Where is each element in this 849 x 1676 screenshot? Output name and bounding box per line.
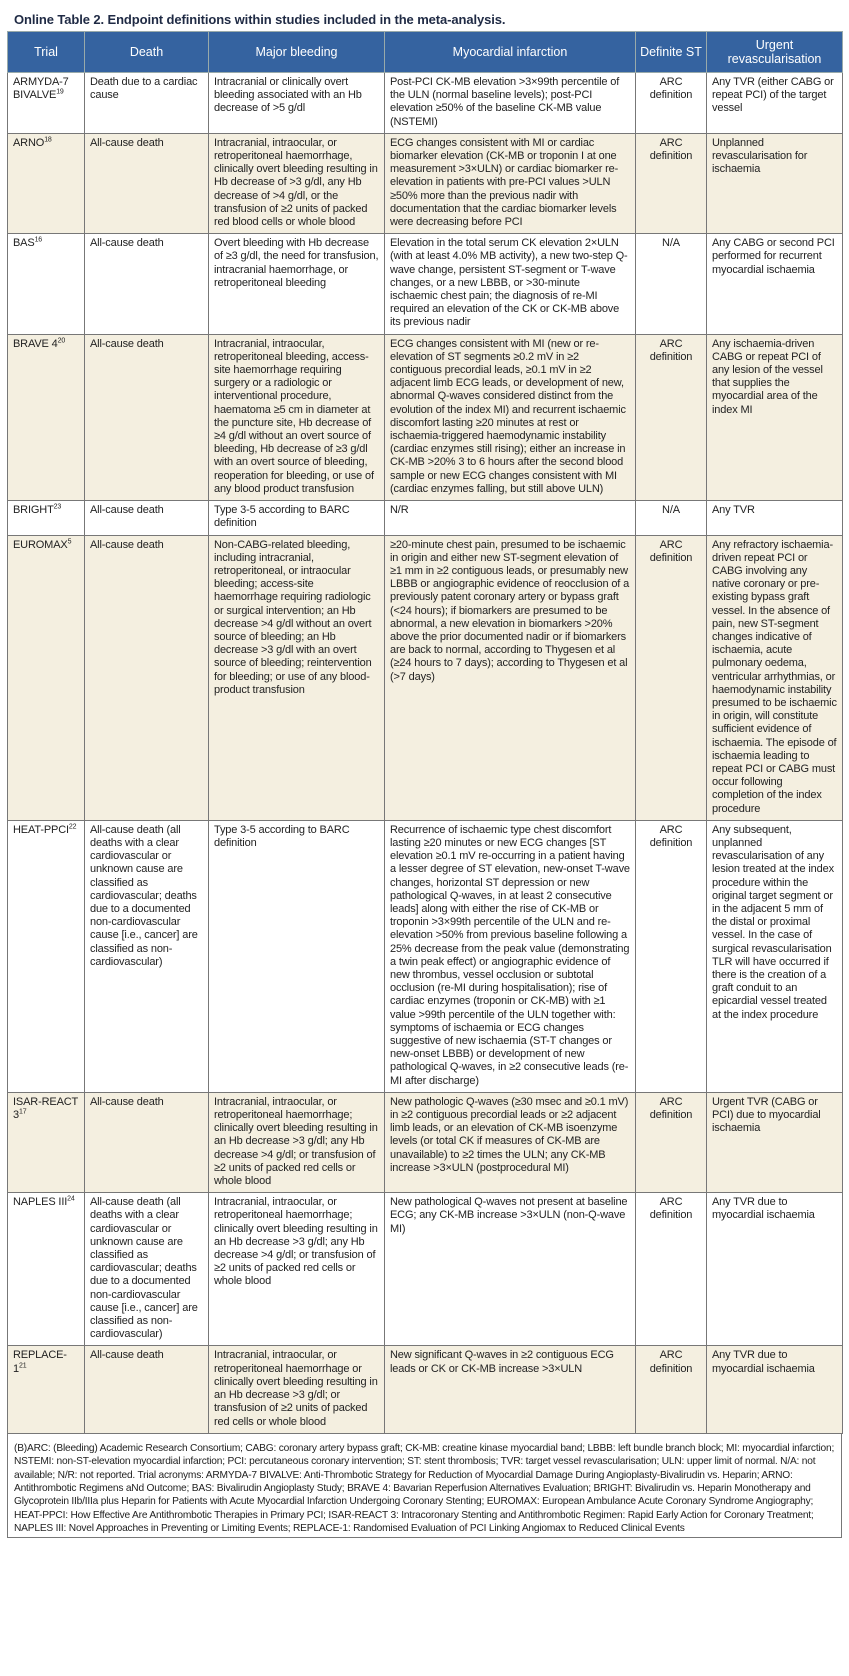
table-row (8, 820, 843, 1092)
trial-name: BRIGHT (13, 504, 54, 517)
cell-definite-st: ARC definition (636, 1193, 707, 1346)
column-header-major-bleeding: Major bleeding (209, 32, 385, 73)
column-header-death: Death (85, 32, 209, 73)
column-header-urgent-revascularisation: Urgent revascularisation (707, 32, 843, 73)
cell-definite-st: N/A (636, 501, 707, 535)
cell-major-bleeding: Type 3-5 according to BARC definition (209, 820, 385, 1092)
page (7, 9, 842, 1538)
column-header-trial: Trial (8, 32, 85, 73)
cell-myocardial-infarction: ≥20-minute chest pain, presumed to be ischaemic in origin and either new ST-segment elevation of ≥1 mm in ≥2 contiguous leads, or presumably new LBBB or angiographic evidence of reocclusion of a previously patent coronary artery or bypass graft (<24 hours); if biomarkers are presumed to be abnormal, a new elevation in biomarkers >20% above the prior documented nadir or if biomarkers are back to normal, according to Thygesen et al (≥24 hours to 7 days); according to Thygesen et al (>7 days) (385, 535, 636, 820)
cell-trial (8, 1193, 85, 1346)
cell-urgent-revascularisation: Any refractory ischaemia-driven repeat PCI or CABG involving any native coronary or pre-existing bypass graft vessel. In the absence of pain, new ST-segment changes indicative of ischaemia, acute pulmonary oedema, ventricular arrhythmias, or haemodynamic instability presumed to be ischaemic in origin, will constitute sufficient evidence of ischaemia. The episode of ischaemia leading to repeat PCI or CABG must occur following completion of the index procedure (707, 535, 843, 820)
cell-major-bleeding: Intracranial, intraocular, or retroperitoneal haemorrhage, clinically overt bleeding resulting in Hb decrease of >3 g/dl, any Hb decrease of >4 g/dl, or the transfusion of ≥2 units of packed red blood cells or whole blood (209, 133, 385, 233)
cell-myocardial-infarction: ECG changes consistent with MI (new or re-elevation of ST segments ≥0.2 mV in ≥2 contiguous precordial leads, ≥0.1 mV in ≥2 adjacent limb ECG leads, or development of new, abnormal Q-waves considered distinct from the evolution of the index MI) and recurrent ischaemic discomfort lasting ≥20 minutes at rest or ischaemia-triggered haemodynamic instability (cardiac enzymes still rising); either an increase in CK-MB >20% 3 to 6 hours after the second blood sample or new ECG changes consistent with MI (cardiac enzymes falling, but still above ULN) (385, 334, 636, 500)
cell-death: All-cause death (85, 1346, 209, 1433)
cell-trial (8, 334, 85, 500)
cell-trial (8, 1346, 85, 1433)
table-row (8, 334, 843, 500)
cell-major-bleeding: Type 3-5 according to BARC definition (209, 501, 385, 535)
trial-name: BRAVE 4 (13, 337, 58, 350)
cell-death: All-cause death (85, 133, 209, 233)
cell-urgent-revascularisation: Any TVR (707, 501, 843, 535)
trial-reference: 24 (67, 1195, 75, 1203)
trial-name: NAPLES III (13, 1196, 68, 1209)
trial-reference: 23 (53, 503, 62, 511)
cell-major-bleeding: Intracranial, intraocular, retroperitoneal bleeding, access-site haemorrhage requiring surgery or a radiologic or interventional procedure, haematoma ≥5 cm in diameter at the puncture site, Hb decrease of ≥4 g/dl without an overt source of bleeding, Hb decrease of ≥3 g/dl with an overt source of bleeding, reoperation for bleeding, or use of any blood product transfusion (209, 334, 385, 500)
cell-urgent-revascularisation: Any TVR due to myocardial ischaemia (707, 1346, 843, 1433)
cell-definite-st: ARC definition (636, 334, 707, 500)
trial-reference: 20 (57, 337, 66, 344)
cell-definite-st: ARC definition (636, 820, 707, 1092)
trial-reference: 18 (44, 136, 52, 144)
cell-myocardial-infarction: New pathological Q-waves not present at baseline ECG; any CK-MB increase >3×ULN (non-Q-wave MI) (385, 1193, 636, 1346)
table-row (8, 501, 843, 535)
cell-definite-st: ARC definition (636, 535, 707, 820)
cell-definite-st: ARC definition (636, 133, 707, 233)
trial-reference: 5 (67, 537, 72, 545)
cell-trial (8, 1092, 85, 1192)
cell-urgent-revascularisation: Any TVR due to myocardial ischaemia (707, 1193, 843, 1346)
cell-trial (8, 820, 85, 1092)
cell-major-bleeding: Intracranial, intraocular, or retroperitoneal haemorrhage; clinically overt bleeding resulting in an Hb decrease >3 g/dl; any Hb decrease >4 g/dl; or transfusion of ≥2 units of packed red cells or whole blood (209, 1193, 385, 1346)
cell-death: All-cause death (85, 535, 209, 820)
cell-trial (8, 501, 85, 535)
cell-trial (8, 73, 85, 134)
table-title: Online Table 2. Endpoint definitions within studies included in the meta-analysis. (14, 12, 506, 27)
trial-name: REPLACE-1 (13, 1349, 67, 1375)
cell-urgent-revascularisation: Any TVR (either CABG or repeat PCI) of the target vessel (707, 73, 843, 134)
trial-name: ARNO (13, 136, 45, 149)
trial-reference: 21 (18, 1362, 27, 1370)
cell-myocardial-infarction: Elevation in the total serum CK elevation 2×ULN (with at least 4.0% MB activity), a new two-step Q-wave change, persistent ST-segment or T-wave changes, or a new LBBB, or >30-minute ischaemic chest pain; the diagnosis of re-MI required an elevation of the CK or CK-MB above its previous nadir (385, 234, 636, 334)
trial-reference: 22 (68, 823, 77, 831)
endpoint-definitions-table (7, 31, 843, 1434)
cell-death: All-cause death (all deaths with a clear cardiovascular or unknown cause are classified as cardiovascular; deaths due to a documented non-cardiovascular cause [i.e., cancer] are classified as non-cardiovascular) (85, 1193, 209, 1346)
trial-reference: 17 (18, 1108, 27, 1116)
trial-name: ISAR-REACT 3 (13, 1095, 78, 1122)
cell-major-bleeding: Non-CABG-related bleeding, including intracranial, retroperitoneal, or intraocular bleeding; access-site haemorrhage requiring radiologic or surgical intervention; an Hb decrease >4 g/dl without an overt source of bleeding; an Hb decrease >3 g/dl with an overt source of bleeding; reintervention for bleeding; or use of any blood-product transfusion (209, 535, 385, 820)
cell-urgent-revascularisation: Any subsequent, unplanned revascularisation of any lesion treated at the index procedure within the original target segment or in the adjacent 5 mm of the distal or proximal vessel. In the case of surgical revascularisation TLR will have occurred if there is the creation of a graft conduit to an epicardial vessel treated at the index procedure (707, 820, 843, 1092)
column-header-definite-st: Definite ST (636, 32, 707, 73)
table-footnote: (B)ARC: (Bleeding) Academic Research Consortium; CABG: coronary artery bypass graft; CK-MB: creatine kinase myocardial band; LBBB: left bundle branch block; MI: myocardial infarction; NSTEMI: non-ST-elevation myocardial infarction; PCI: percutaneous coronary intervention; ST: stent thrombosis; TVR: target vessel revascularisation; ULN: upper limit of normal. N/A: not available; N/R: not reported. Trial acronyms: ARMYDA-7 BIVALVE: Anti-Thrombotic Strategy for Reduction of Myocardial Damage During Angioplasty-Bivalirudin vs. Heparin; ARNO: Antithrombotic Regimens aNd Outcome; BAS: Bivalirudin Angioplasty Study; BRAVE 4: Bavarian Reperfusion Alternatives Evaluation; BRIGHT: Bivalirudin vs. Heparin Monotherapy and Glycoprotein IIb/IIIa plus Heparin for Patients with Acute Myocardial Infarction Undergoing Coronary Stenting; EUROMAX: European Ambulance Acute Coronary Syndrome Angiography; HEAT-PPCI: How Effective Are Antithrombotic Therapies in Primary PCI; ISAR-REACT 3: Intracoronary Stenting and Antithrombotic Regimen: Rapid Early Action for Coronary Treatment; NAPLES III: Novel Approaches in Preventing or Limiting Events; REPLACE-1: Randomised Evaluation of PCI Linking Angiomax to Reduced Clinical Events (7, 1434, 842, 1538)
table-row (8, 535, 843, 820)
cell-death: All-cause death (85, 334, 209, 500)
cell-major-bleeding: Intracranial, intraocular, or retroperitoneal haemorrhage; clinically overt bleeding resulting in an Hb decrease >3 g/dl; any Hb decrease >4 g/dl; or transfusion of ≥2 units of packed red cells or whole blood (209, 1092, 385, 1192)
table-row (8, 1193, 843, 1346)
table-row (8, 234, 843, 334)
cell-definite-st: ARC definition (636, 1092, 707, 1192)
cell-definite-st: ARC definition (636, 1346, 707, 1433)
cell-death: All-cause death (all deaths with a clear cardiovascular or unknown cause are classified as cardiovascular; deaths due to a documented non-cardiovascular cause [i.e., cancer] are classified as non-cardiovascular) (85, 820, 209, 1092)
cell-urgent-revascularisation: Any CABG or second PCI performed for recurrent myocardial ischaemia (707, 234, 843, 334)
cell-myocardial-infarction: Post-PCI CK-MB elevation >3×99th percentile of the ULN (normal baseline levels); post-PCI elevation ≥50% of the baseline CK-MB value (NSTEMI) (385, 73, 636, 134)
cell-myocardial-infarction: ECG changes consistent with MI or cardiac biomarker elevation (CK-MB or troponin I at one measurement >3×ULN) or cardiac biomarker re-elevation in patients with pre-PCI values >ULN ≥50% more than the previous nadir with documentation that the cardiac biomarker levels were decreasing before PCI (385, 133, 636, 233)
cell-urgent-revascularisation: Any ischaemia-driven CABG or repeat PCI of any lesion of the vessel that supplies the myocardial area of the index MI (707, 334, 843, 500)
cell-death: Death due to a cardiac cause (85, 73, 209, 134)
cell-urgent-revascularisation: Urgent TVR (CABG or PCI) due to myocardial ischaemia (707, 1092, 843, 1192)
header-row (8, 32, 843, 73)
cell-major-bleeding: Overt bleeding with Hb decrease of ≥3 g/dl, the need for transfusion, intracranial haemorrhage, or retroperitoneal bleeding (209, 234, 385, 334)
table-row (8, 73, 843, 134)
table-row (8, 1092, 843, 1192)
cell-death: All-cause death (85, 1092, 209, 1192)
cell-myocardial-infarction: Recurrence of ischaemic type chest discomfort lasting ≥20 minutes or new ECG changes [ST elevation ≥0.1 mV re-occurring in a patient having a lesser degree of ST elevation, new-onset T-wave changes, horizontal ST depression or new pathological Q-waves, in at least 2 consecutive leads] along with either the rise of CK-MB or troponin >3×99th percentile of the ULN and re-elevation >50% from previous baseline following a 25% decrease from the peak value (demonstrating a twin peak effect) or angiographic evidence of new thrombus, vessel occlusion or subtotal occlusion (re-MI during hospitalisation); rise of cardiac enzymes (troponin or CK-MB) with ≥1 value >99th percentile of the ULN together with: symptoms of ischaemia or ECG changes suggestive of new ischaemia (ST-T changes or new-onset LBBB) or development of new pathological Q-waves, in ≥2 consecutive leads (re-MI after discharge) (385, 820, 636, 1092)
cell-major-bleeding: Intracranial, intraocular, or retroperitoneal haemorrhage or clinically overt bleeding resulting in an Hb decrease >3 g/dl; or transfusion of ≥2 units of packed red cells or whole blood (209, 1346, 385, 1433)
cell-trial (8, 535, 85, 820)
trial-name: ARMYDA-7 BIVALVE (13, 76, 69, 102)
cell-definite-st: ARC definition (636, 73, 707, 134)
trial-name: BAS (13, 237, 35, 250)
table-row (8, 133, 843, 233)
cell-myocardial-infarction: New significant Q-waves in ≥2 contiguous ECG leads or CK or CK-MB increase >3×ULN (385, 1346, 636, 1433)
trial-reference: 16 (34, 236, 43, 244)
trial-name: HEAT-PPCI (13, 823, 69, 836)
cell-myocardial-infarction: New pathologic Q-waves (≥30 msec and ≥0.1 mV) in ≥2 contiguous precordial leads or ≥2 adjacent limb leads, or an elevation of CK-MB isoenzyme levels (or total CK if measures of CK-MB are unavailable) to ≥2 times the ULN; any CK-MB increase >3×ULN (postprocedural MI) (385, 1092, 636, 1192)
cell-urgent-revascularisation: Unplanned revascularisation for ischaemia (707, 133, 843, 233)
cell-death: All-cause death (85, 234, 209, 334)
cell-major-bleeding: Intracranial or clinically overt bleeding associated with an Hb decrease of >5 g/dl (209, 73, 385, 134)
cell-trial (8, 133, 85, 233)
trial-name: EUROMAX (13, 538, 68, 551)
cell-myocardial-infarction: N/R (385, 501, 636, 535)
trial-reference: 19 (56, 88, 64, 96)
cell-death: All-cause death (85, 501, 209, 535)
table-row (8, 1346, 843, 1433)
cell-definite-st: N/A (636, 234, 707, 334)
column-header-myocardial-infarction: Myocardial infarction (385, 32, 636, 73)
cell-trial (8, 234, 85, 334)
